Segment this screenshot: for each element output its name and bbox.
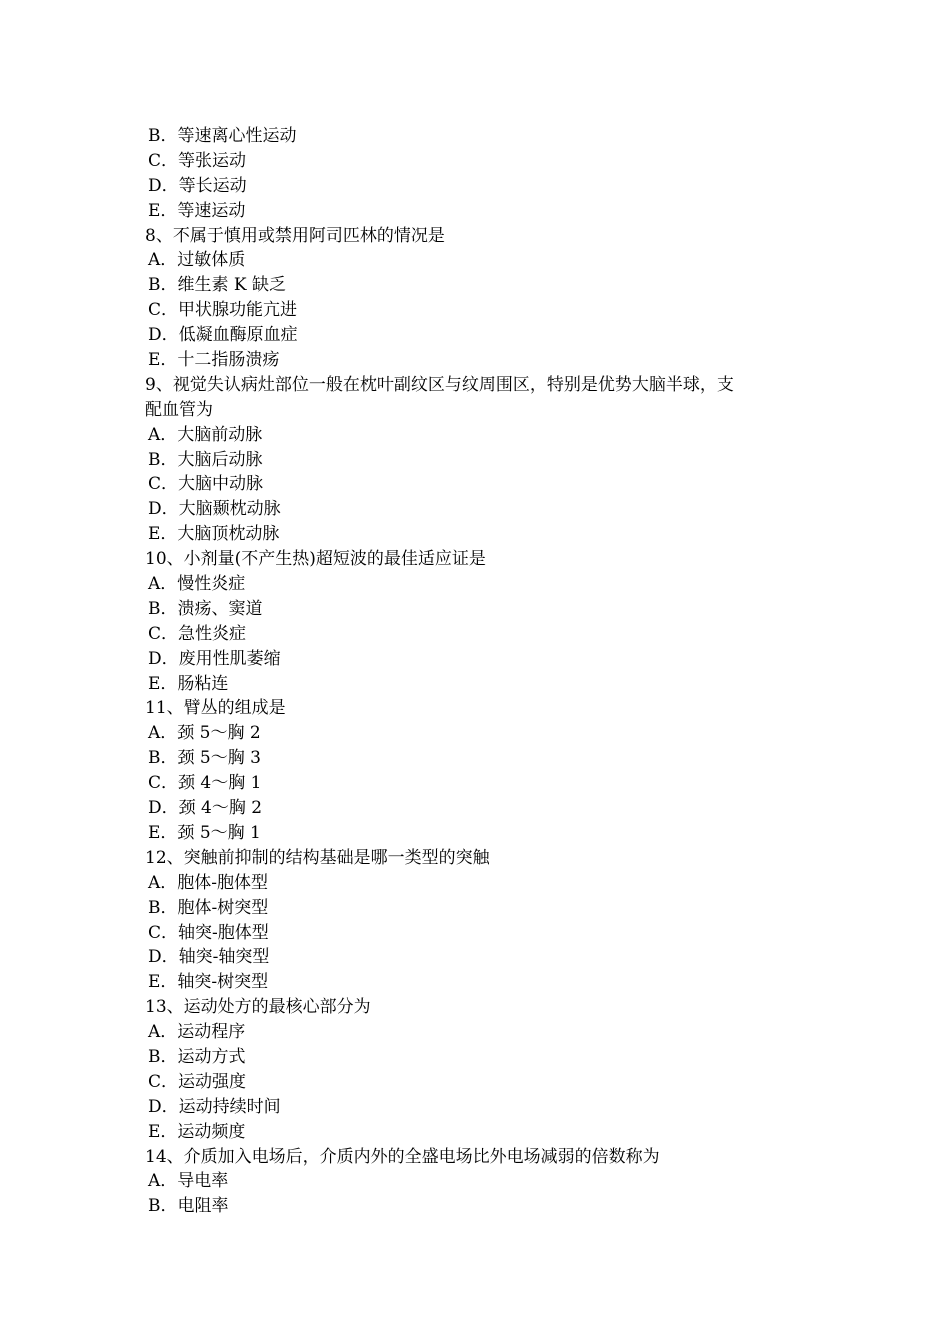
answer-option: C．运动强度 xyxy=(148,1071,247,1092)
answer-option: C．大脑中动脉 xyxy=(148,474,264,495)
answer-option: E．颈 5～胸 1 xyxy=(148,822,261,843)
answer-option: D．等长运动 xyxy=(148,175,247,196)
question-text: 8、不属于慎用或禁用阿司匹林的情况是 xyxy=(145,225,445,246)
question-text: 14、介质加入电场后，介质内外的全盛电场比外电场减弱的倍数称为 xyxy=(145,1146,660,1167)
answer-option: D．轴突-轴突型 xyxy=(148,947,270,968)
answer-option: A．大脑前动脉 xyxy=(148,424,263,445)
question-text: 12、突触前抑制的结构基础是哪一类型的突触 xyxy=(145,847,490,868)
answer-option: C．颈 4～胸 1 xyxy=(148,773,262,794)
answer-option: E．运动频度 xyxy=(148,1121,246,1142)
question-text: 13、运动处方的最核心部分为 xyxy=(145,997,371,1018)
answer-option: B．电阻率 xyxy=(148,1196,229,1217)
answer-option: A．慢性炎症 xyxy=(148,574,246,595)
answer-option: E．肠粘连 xyxy=(148,673,229,694)
answer-option: B．颈 5～胸 3 xyxy=(148,748,261,769)
question-text: 11、臂丛的组成是 xyxy=(145,698,286,719)
answer-option: E．轴突-树突型 xyxy=(148,972,269,993)
answer-option: A．胞体-胞体型 xyxy=(148,872,269,893)
answer-option: A．导电率 xyxy=(148,1171,229,1192)
question-text: 配血管为 xyxy=(145,399,213,420)
answer-option: E．大脑顶枕动脉 xyxy=(148,524,280,545)
question-text: 9、视觉失认病灶部位一般在枕叶副纹区与纹周围区，特别是优势大脑半球，支 xyxy=(145,374,734,395)
answer-option: E．等速运动 xyxy=(148,200,246,221)
answer-option: D．低凝血酶原血症 xyxy=(148,325,298,346)
answer-option: A．过敏体质 xyxy=(148,250,246,271)
answer-option: B．溃疡、窦道 xyxy=(148,598,263,619)
question-text: 10、小剂量(不产生热)超短波的最佳适应证是 xyxy=(145,549,486,570)
answer-option: B．等速离心性运动 xyxy=(148,126,297,146)
answer-option: A．运动程序 xyxy=(148,1022,246,1043)
answer-option: B．大脑后动脉 xyxy=(148,449,263,470)
answer-option: B．维生素 K 缺乏 xyxy=(148,275,287,296)
document-body xyxy=(145,124,835,1219)
answer-option: B．胞体-树突型 xyxy=(148,897,269,918)
answer-option: D．运动持续时间 xyxy=(148,1096,281,1117)
answer-option: D．颈 4～胸 2 xyxy=(148,798,263,819)
answer-option: C．轴突-胞体型 xyxy=(148,922,269,943)
answer-option: D．大脑颞枕动脉 xyxy=(148,499,281,520)
answer-option: A．颈 5～胸 2 xyxy=(148,723,261,744)
answer-option: C．甲状腺功能亢进 xyxy=(148,300,298,321)
answer-option: C．急性炎症 xyxy=(148,623,247,644)
answer-option: D．废用性肌萎缩 xyxy=(148,648,281,669)
answer-option: C．等张运动 xyxy=(148,150,247,171)
answer-option: B．运动方式 xyxy=(148,1046,246,1067)
answer-option: E．十二指肠溃疡 xyxy=(148,350,280,371)
